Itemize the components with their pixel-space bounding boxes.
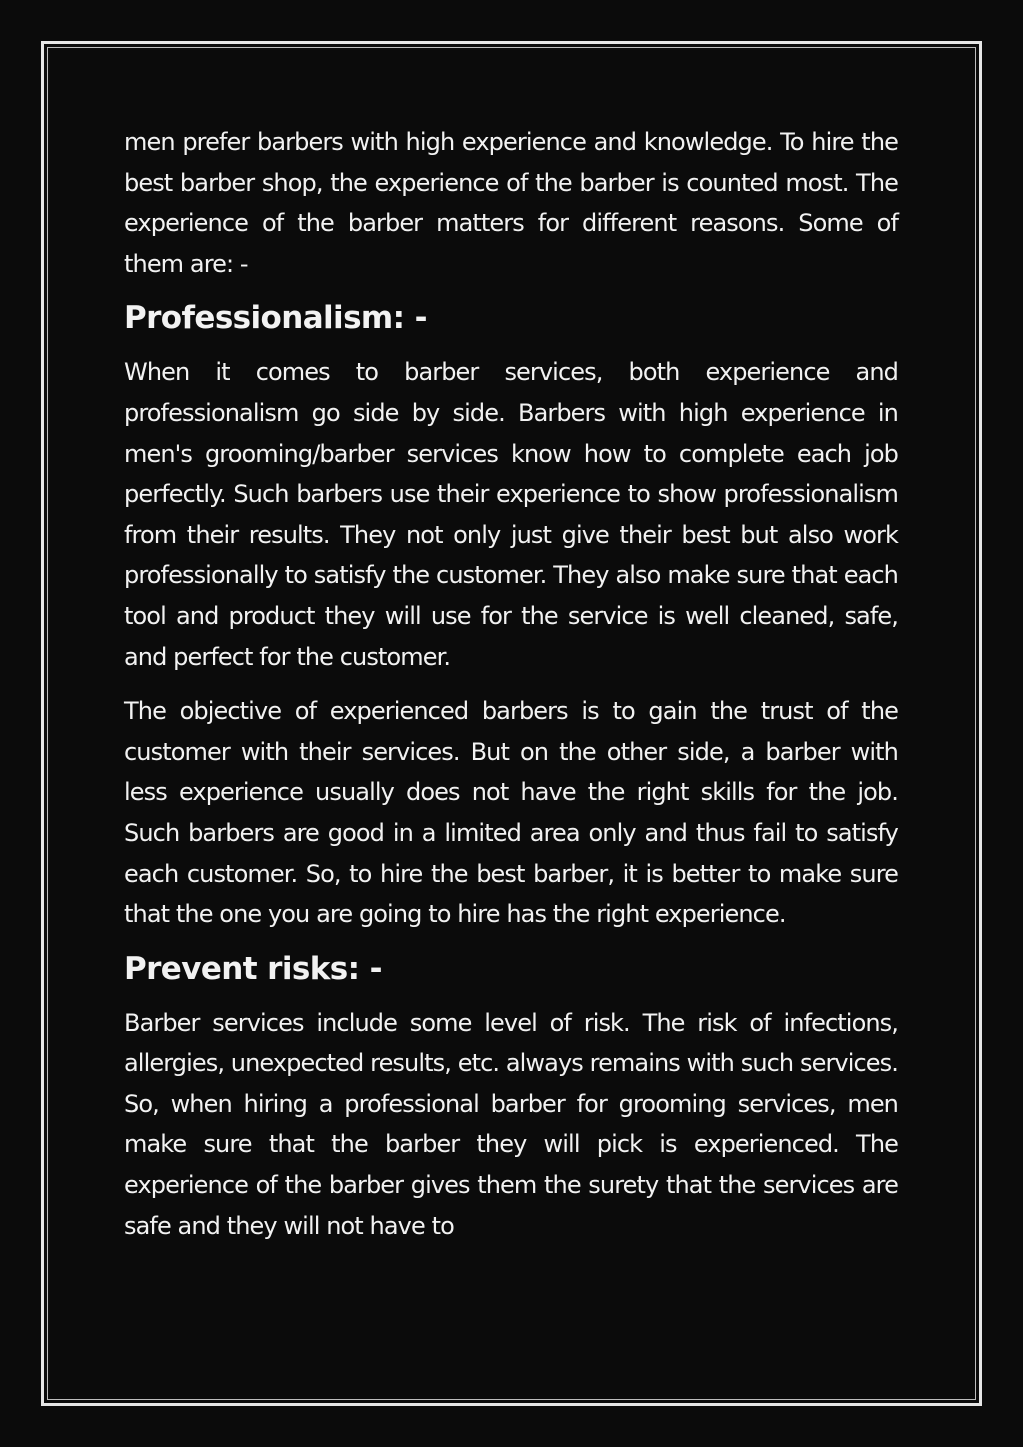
section-heading-professionalism: Professionalism: - — [124, 300, 427, 337]
professionalism-paragraph-1: When it comes to barber services, both experience and professionalism go side by side. Barbers with high experience in men's grooming/barber services know how to complete each job perfectly. Such barbers use their experience to show professionalism from their results. They not only just give their best but also work professionally to satisfy the customer. They also make sure that each tool and product they will use for the service is well cleaned, safe, and perfect for the customer. — [124, 358, 898, 671]
section-heading-prevent-risks: Prevent risks: - — [124, 950, 382, 987]
prevent-risks-paragraph-1: Barber services include some level of risk. The risk of infections, allergies, unexpected results, etc. always remains with such services. So, when hiring a professional barber for grooming services, men make sure that the barber they will pick is experienced. The experience of the barber gives them the surety that the services are safe and they will not have to — [124, 1008, 898, 1240]
intro-paragraph: men prefer barbers with high experience and knowledge. To hire the best barber shop, the experience of the barber is counted most. The experience of the barber matters for different reasons. Some of them are: - — [124, 128, 898, 278]
document-body — [124, 122, 898, 1260]
professionalism-paragraph-2: The objective of experienced barbers is to gain the trust of the customer with their services. But on the other side, a barber with less experience usually does not have the right skills for the job. Such barbers are good in a limited area only and thus fail to satisfy each customer. So, to hire the best barber, it is better to make sure that the one you are going to hire has the right experience. — [124, 697, 898, 929]
